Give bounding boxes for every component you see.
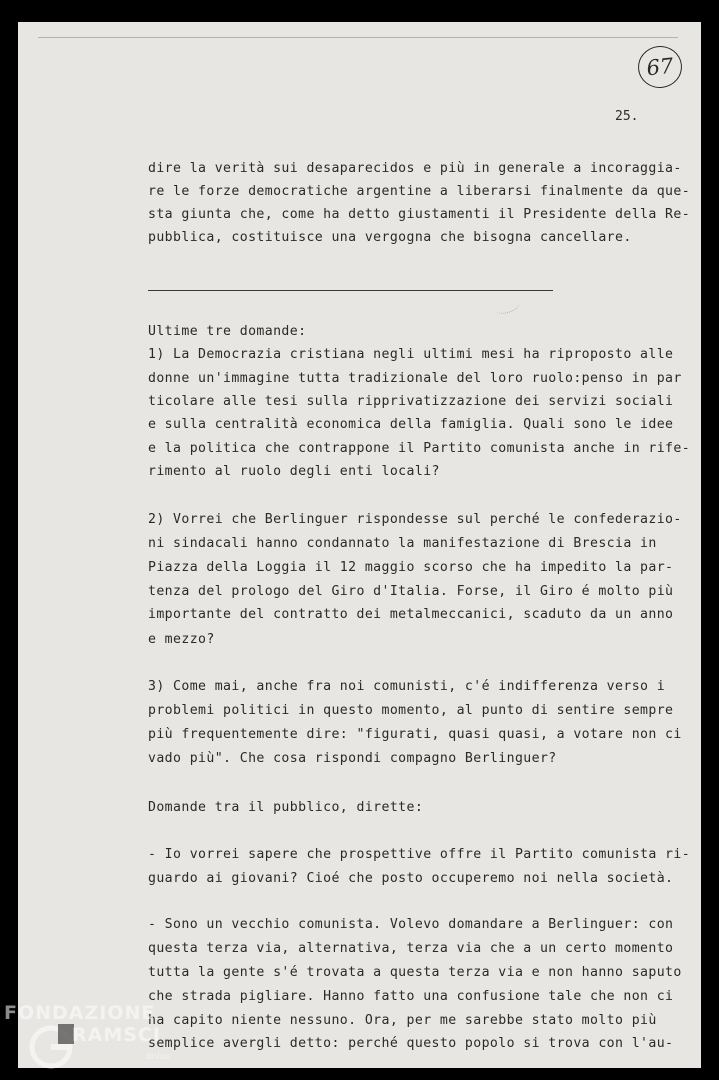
- text-line: e la politica che contrappone il Partito comunista anche in rife-: [148, 441, 691, 456]
- text-line: dire la verità sui desaparecidos e più in generale a incoraggia-: [148, 161, 682, 176]
- text-line: guardo ai giovani? Cioé che posto occuperemo noi nella società.: [148, 871, 674, 886]
- text-line: tutta la gente s'é trovata a questa terza via e non hanno saputo: [148, 965, 682, 980]
- watermark-line-3: onlus: [146, 1052, 171, 1062]
- text-line: 3) Come mai, anche fra noi comunisti, c'é indifferenza verso i: [148, 679, 666, 694]
- section-heading: Ultime tre domande:: [148, 324, 307, 339]
- text-line: e sulla centralità economica della famiglia. Quali sono le idee: [148, 417, 674, 432]
- text-line: donne un'immagine tutta tradizionale del loro ruolo:penso in par: [148, 371, 682, 386]
- text-line: e mezzo?: [148, 632, 215, 647]
- text-line: importante del contratto dei metalmeccanici, scaduto da un anno: [148, 607, 674, 622]
- watermark-line-1: FONDAZIONE: [4, 1002, 156, 1024]
- text-line: ha capito niente nessuno. Ora, per me sarebbe stato molto più: [148, 1013, 657, 1028]
- section-divider: [148, 290, 553, 291]
- text-line: semplice avergli detto: perché questo popolo si trova con l'au-: [148, 1036, 674, 1051]
- text-line: re le forze democratiche argentine a liberarsi finalmente da que-: [148, 184, 691, 199]
- text-line: Piazza della Loggia il 12 maggio scorso che ha impedito la par-: [148, 560, 674, 575]
- text-line: - Sono un vecchio comunista. Volevo domandare a Berlinguer: con: [148, 917, 674, 932]
- text-line: questa terza via, alternativa, terza via che a un certo momento: [148, 941, 674, 956]
- text-line: pubblica, costituisce una vergogna che bisogna cancellare.: [148, 230, 632, 245]
- text-line: problemi politici in questo momento, al punto di sentire sempre: [148, 703, 674, 718]
- text-line: - Io vorrei sapere che prospettive offre il Partito comunista ri-: [148, 847, 691, 862]
- archive-number-stamp: 67: [636, 44, 684, 90]
- text-line: ni sindacali hanno condannato la manifestazione di Brescia in: [148, 536, 657, 551]
- text-line: sta giunta che, come ha detto giustamenti il Presidente della Re-: [148, 207, 691, 222]
- page-number: 25.: [615, 109, 639, 124]
- watermark-line-2: RAMSCI: [72, 1024, 161, 1046]
- text-line: 2) Vorrei che Berlinguer rispondesse sul perché le confederazio-: [148, 512, 682, 527]
- text-line: tenza del prologo del Giro d'Italia. Forse, il Giro é molto più: [148, 584, 674, 599]
- text-line: che strada pigliare. Hanno fatto una confusione tale che non ci: [148, 989, 674, 1004]
- section-heading: Domande tra il pubblico, dirette:: [148, 800, 424, 815]
- text-line: ticolare alle tesi sulla ripprivatizzazione dei servizi sociali: [148, 394, 674, 409]
- ink-smudge: [492, 294, 521, 316]
- top-rule: [38, 37, 678, 38]
- text-line: 1) La Democrazia cristiana negli ultimi mesi ha riproposto alle: [148, 347, 674, 362]
- text-line: più frequentemente dire: "figurati, quasi quasi, a votare non ci: [148, 727, 682, 742]
- document-page: [18, 22, 701, 1068]
- gramsci-logo-icon: [28, 1024, 74, 1070]
- fondazione-gramsci-watermark: [4, 1002, 184, 1072]
- text-line: vado più". Che cosa rispondi compagno Berlinguer?: [148, 751, 557, 766]
- text-line: rimento al ruolo degli enti locali?: [148, 464, 440, 479]
